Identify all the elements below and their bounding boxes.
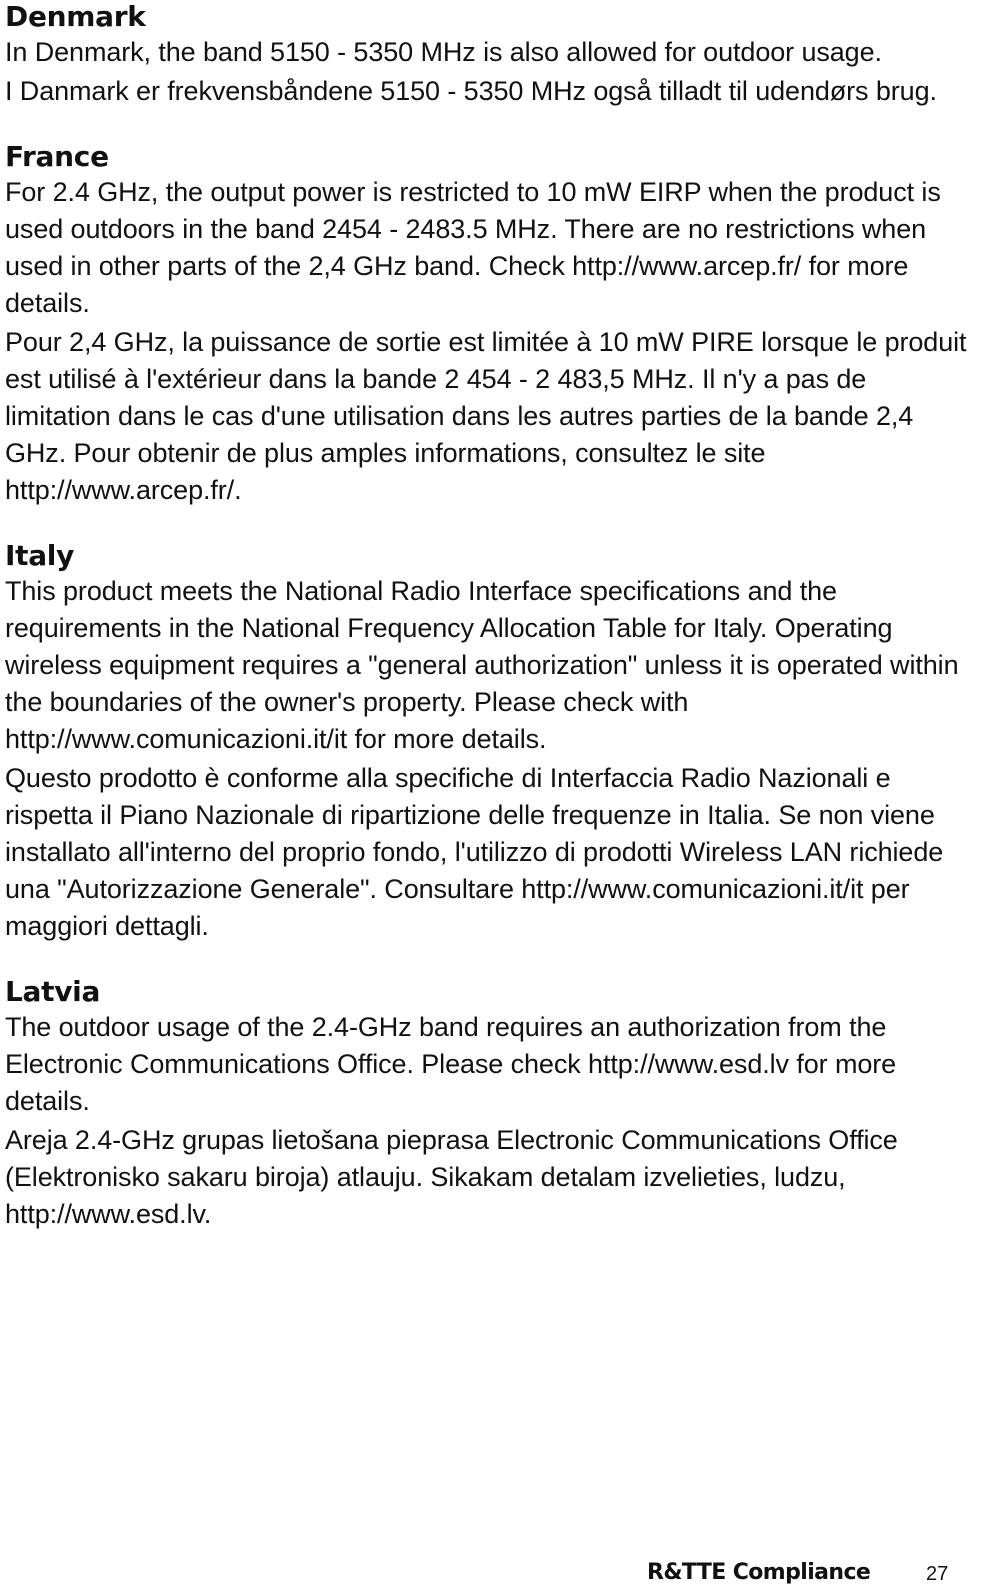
paragraph: Questo prodotto è conforme alla specifiche di Interfaccia Radio Nazionali e rispetta il Piano Nazionale di ripartizione delle frequenze in Italia. Se non viene installato all'interno del proprio fondo, l'utilizzo di prodotti Wireless LAN richiede una "Autorizzazione Generale". Consultare http://www.comunicazioni.it/it per maggiori dettagli. — [5, 763, 944, 941]
paragraph: Areja 2.4-GHz grupas lietošana pieprasa Electronic Communications Office (Elektronisko sakaru biroja) atlauju. Sikakam detalam izvelieties, ludzu, http://www.esd.lv. — [5, 1125, 898, 1229]
paragraph: For 2.4 GHz, the output power is restricted to 10 mW EIRP when the product is used outdoors in the band 2454 - 2483.5 MHz. There are no restrictions when used in other parts of the 2,4 GHz band. Check http://www.arcep.fr/ for more details. — [5, 177, 941, 318]
section-france — [5, 140, 975, 509]
page-number: 27 — [926, 1563, 949, 1585]
paragraph: The outdoor usage of the 2.4-GHz band requires an authorization from the Electronic Communications Office. Please check http://www.esd.lv for more details. — [5, 1012, 897, 1116]
section-heading: Latvia — [5, 975, 101, 1008]
section-heading: France — [5, 140, 109, 173]
paragraph: This product meets the National Radio Interface specifications and the requirements in the National Frequency Allocation Table for Italy. Operating wireless equipment requires a "general authorization" unless it is operated within the boundaries of the owner's property. Please check with http://www.comunicazioni.it/it for more details. — [5, 576, 959, 754]
page-footer — [0, 1559, 985, 1591]
paragraph: Pour 2,4 GHz, la puissance de sortie est limitée à 10 mW PIRE lorsque le produit est utilisé à l'extérieur dans la bande 2 454 - 2 483,5 MHz. Il n'y a pas de limitation dans le cas d'une utilisation dans les autres parties de la bande 2,4 GHz. Pour obtenir de plus amples informations, consultez le site http://www.arcep.fr/. — [5, 327, 967, 505]
document-page — [5, 0, 975, 1235]
footer-title: R&TTE Compliance — [647, 1560, 871, 1585]
section-heading: Denmark — [5, 0, 146, 33]
paragraph: I Danmark er frekvensbåndene 5150 - 5350 MHz også tilladt til udendørs brug. — [5, 76, 937, 106]
section-latvia — [5, 975, 975, 1233]
section-heading: Italy — [5, 539, 75, 572]
paragraph: In Denmark, the band 5150 - 5350 MHz is also allowed for outdoor usage. — [5, 37, 882, 67]
section-denmark — [5, 0, 975, 110]
section-italy — [5, 539, 975, 945]
